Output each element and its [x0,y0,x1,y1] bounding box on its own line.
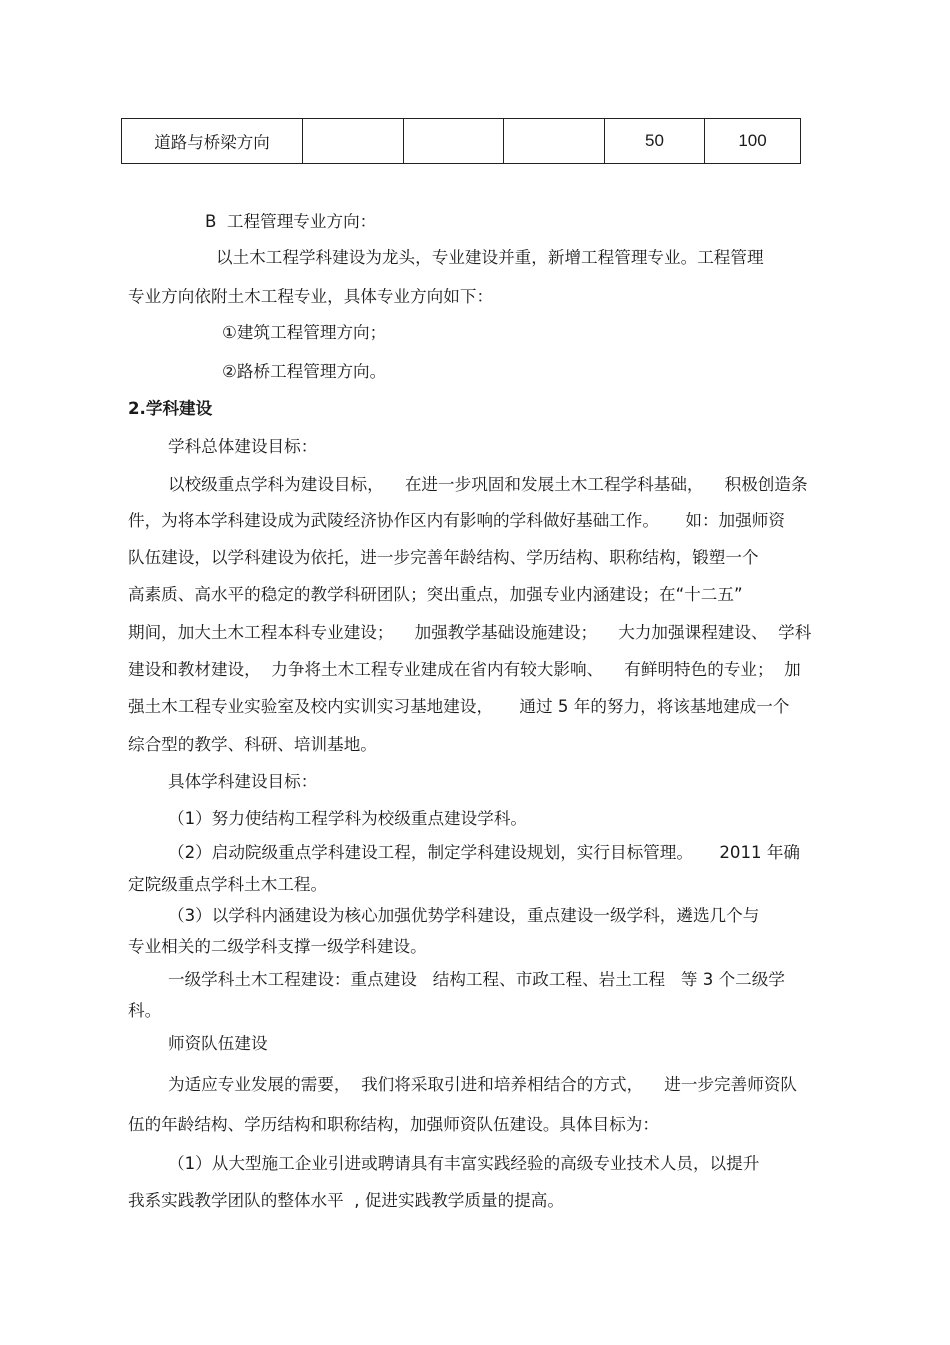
paragraph-line: 专业相关的二级学科支撑一级学科建设。 [128,937,427,956]
specialty-table [121,118,801,164]
paragraph-line: 科。 [128,1001,162,1020]
paragraph-line: 期间，加大土木工程本科专业建设； 加强教学基础设施建设； 大力加强课程建设、 学科 [128,623,812,642]
section-heading: 2.学科建设 [128,399,213,418]
paragraph-line: 以土木工程学科建设为龙头，专业建设并重，新增工程管理专业。工程管理 [216,248,764,267]
paragraph-line: 以校级重点学科为建设目标， 在进一步巩固和发展土木工程学科基础， 积极创造条 [168,475,808,494]
paragraph-line: 队伍建设，以学科建设为依托，进一步完善年龄结构、学历结构、职称结构，锻塑一个 [128,548,759,567]
list-item: ①建筑工程管理方向； [222,323,387,342]
paragraph-line: 专业方向依附土木工程专业，具体专业方向如下： [128,287,494,306]
table-cell [504,119,605,164]
paragraph-line: 伍的年龄结构、学历结构和职称结构，加强师资队伍建设。具体目标为： [128,1115,659,1134]
subsection-heading: B 工程管理专业方向： [205,212,377,231]
table-row [122,119,801,164]
subsection-heading: 具体学科建设目标： [168,772,318,791]
list-item: ②路桥工程管理方向。 [222,362,387,381]
table-cell [404,119,504,164]
list-item: （2）启动院级重点学科建设工程，制定学科建设规划，实行目标管理。 2011 年确 [168,843,801,862]
list-item: （1）从大型施工企业引进或聘请具有丰富实践经验的高级专业技术人员，以提升 [168,1154,760,1173]
table-cell: 50 [605,119,705,164]
paragraph-line: 一级学科土木工程建设：重点建设 结构工程、市政工程、岩土工程 等 3 个二级学 [168,970,785,989]
paragraph-line: 件，为将本学科建设成为武陵经济协作区内有影响的学科做好基础工作。 如：加强师资 [128,511,785,530]
table-cell [303,119,404,164]
paragraph-line: 强土木工程专业实验室及校内实训实习基地建设， 通过 5 年的努力，将该基地建成一个 [128,697,790,716]
paragraph-line: 定院级重点学科土木工程。 [128,875,328,894]
list-item: （3）以学科内涵建设为核心加强优势学科建设，重点建设一级学科，遴选几个与 [168,906,760,925]
subsection-heading: 师资队伍建设 [168,1034,268,1053]
paragraph-line: 高素质、高水平的稳定的教学科研团队；突出重点，加强专业内涵建设；在“十二五” [128,585,743,604]
paragraph-line: 综合型的教学、科研、培训基地。 [128,735,377,754]
paragraph-line: 为适应专业发展的需要， 我们将采取引进和培养相结合的方式， 进一步完善师资队 [168,1075,798,1094]
table-cell: 100 [705,119,801,164]
table-cell-direction: 道路与桥梁方向 [122,119,303,164]
list-item: （1）努力使结构工程学科为校级重点建设学科。 [168,809,528,828]
subsection-heading: 学科总体建设目标： [168,437,318,456]
paragraph-line: 建设和教材建设， 力争将土木工程专业建成在省内有较大影响、 有鲜明特色的专业； 加 [128,660,801,679]
paragraph-line: 我系实践教学团队的整体水平 , 促进实践教学质量的提高。 [128,1191,564,1210]
